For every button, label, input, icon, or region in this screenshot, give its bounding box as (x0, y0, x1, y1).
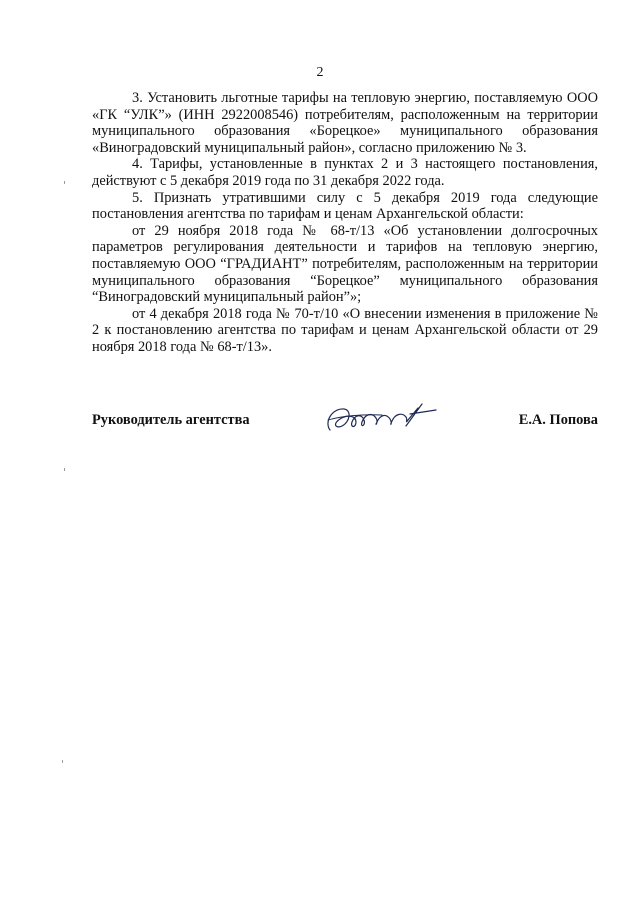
paragraph-item-3: 3. Установить льготные тарифы на тепловую энергию, поставляемую ООО «ГК “УЛК”» (ИНН 2922008546) потребителям, расположенным на территории муниципального образования «Борецкое» муниципального образования «Виноградовский муниципальный район», согласно приложению № 3. (92, 90, 598, 156)
signatory-name: Е.А. Попова (518, 412, 598, 428)
document-body (92, 90, 598, 356)
signature-block (92, 400, 598, 440)
page-number: 2 (316, 65, 324, 80)
repealed-act-68: от 29 ноября 2018 года № 68-т/13 «Об установлении долгосрочных параметров регулирования деятельности и тарифов на тепловую энергию, поставляемую ООО “ГРАДИАНТ” потребителям, расположенным на территории муниципального образования “Борецкое” муниципального образования “Виноградовский муниципальный район”»; (92, 222, 598, 306)
margin-speck (62, 760, 63, 763)
margin-speck (64, 181, 65, 184)
handwritten-signature (322, 400, 442, 440)
paragraph-item-4: 4. Тарифы, установленные в пунктах 2 и 3 настоящего постановления, действуют с 5 декабря 2019 года по 31 декабря 2022 года. (92, 156, 598, 189)
repealed-act-70: от 4 декабря 2018 года № 70-т/10 «О внесении изменения в приложение № 2 к постановлению агентства по тарифам и ценам Архангельской области от 29 ноября 2018 года № 68-т/13». (92, 305, 598, 355)
margin-speck (64, 468, 65, 471)
paragraph-item-5: 5. Признать утратившими силу с 5 декабря 2019 года следующие постановления агентства по тарифам и ценам Архангельской области: (92, 189, 598, 223)
signatory-role: Руководитель агентства (92, 412, 250, 428)
